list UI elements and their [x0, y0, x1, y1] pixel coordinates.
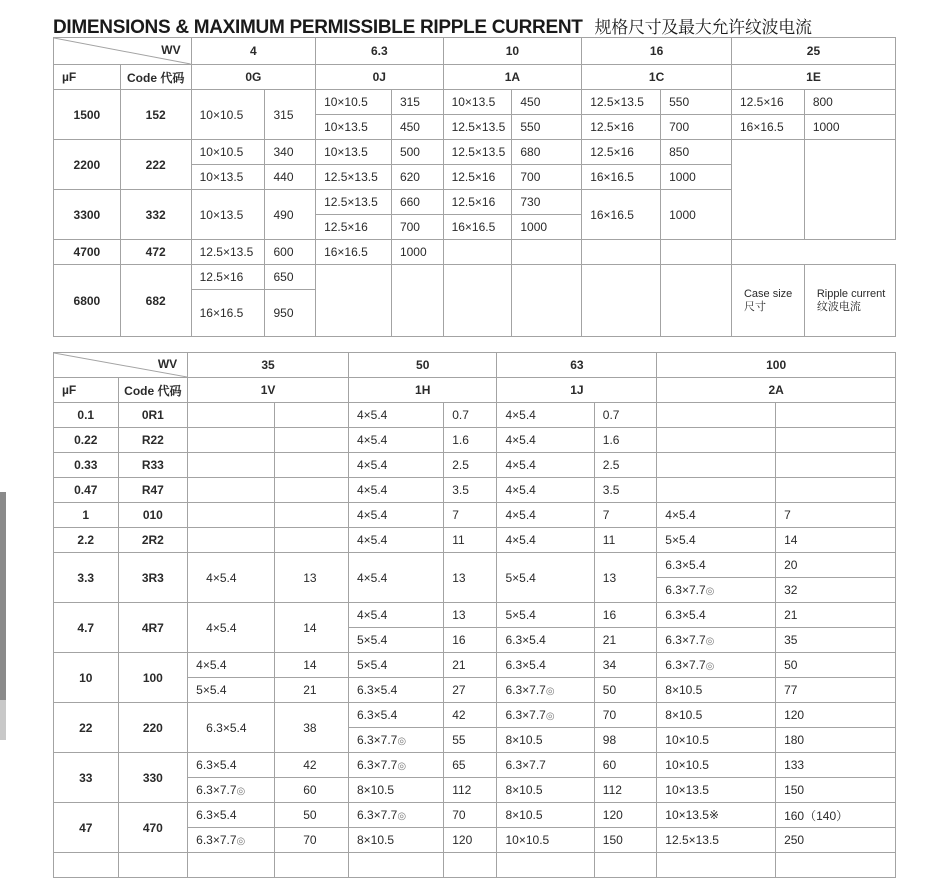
case-size-cell: 8×10.5 — [497, 778, 594, 803]
case-size-cell: 6.3×7.7◎ — [497, 678, 594, 703]
ripple-current-cell — [275, 428, 349, 453]
case-size-cell: 8×10.5 — [657, 703, 776, 728]
case-size-cell — [188, 403, 275, 428]
ripple-current-cell: 34 — [594, 653, 656, 678]
voltage-header: 63 — [497, 353, 657, 378]
case-size-cell: 5×5.4 — [657, 528, 776, 553]
table-row — [54, 478, 896, 503]
ripple-current-cell: 650 — [265, 265, 316, 290]
code-cell: 332 — [120, 190, 191, 240]
ripple-current-cell — [275, 403, 349, 428]
ripple-current-cell — [776, 403, 896, 428]
case-size-cell: 16×16.5 — [731, 115, 804, 140]
capacitance-cell: 2.2 — [54, 528, 119, 553]
table-row — [54, 803, 896, 828]
ripple-current-cell: 850 — [661, 140, 732, 165]
case-size-cell — [657, 453, 776, 478]
ripple-current-cell: 70 — [275, 828, 349, 853]
case-size-cell: 12.5×13.5 — [443, 115, 512, 140]
ripple-current-cell: 3.5 — [594, 478, 656, 503]
case-size-cell: 16×16.5 — [582, 190, 661, 240]
empty-cell — [444, 853, 497, 878]
capacitance-cell: 3.3 — [54, 553, 119, 603]
capacitance-cell: 22 — [54, 703, 119, 753]
voltage-code-header: 0G — [191, 65, 315, 90]
empty-cell — [188, 853, 275, 878]
ripple-current-cell: 120 — [444, 828, 497, 853]
case-size-cell: 10×13.5 — [316, 115, 392, 140]
case-size-cell: 12.5×13.5 — [316, 190, 392, 215]
capacitance-cell: 4700 — [54, 240, 121, 265]
case-size-cell: 6.3×5.4 — [657, 553, 776, 578]
case-size-cell: 6.3×7.7◎ — [188, 828, 275, 853]
case-size-cell: 8×10.5 — [657, 678, 776, 703]
case-size-cell: 4×5.4 — [348, 428, 443, 453]
wv-label: WV — [157, 357, 178, 371]
voltage-code-header: 1H — [348, 378, 497, 403]
uf-header: µF — [54, 65, 121, 90]
ripple-current-cell: 70 — [444, 803, 497, 828]
case-size-cell: 4×5.4 — [497, 428, 594, 453]
ripple-current-cell: 680 — [512, 140, 582, 165]
capacitance-cell: 4.7 — [54, 603, 119, 653]
case-size-cell: 12.5×16 — [191, 265, 265, 290]
voltage-code-header: 0J — [316, 65, 444, 90]
case-size-cell: 6.3×7.7 — [497, 753, 594, 778]
case-size-cell: 6.3×5.4 — [348, 678, 443, 703]
code-cell: R22 — [118, 428, 188, 453]
code-cell: R33 — [118, 453, 188, 478]
ripple-current-cell — [776, 478, 896, 503]
side-marker-light — [0, 700, 6, 740]
empty-cell — [316, 265, 392, 337]
ripple-current-cell: 1000 — [804, 115, 895, 140]
ripple-current-cell: 1.6 — [444, 428, 497, 453]
ripple-current-cell: 120 — [594, 803, 656, 828]
case-size-cell: 16×16.5 — [316, 240, 392, 265]
case-size-cell: 10×10.5 — [316, 90, 392, 115]
ripple-current-cell: 50 — [776, 653, 896, 678]
empty-cell — [594, 853, 656, 878]
capacitance-cell: 2200 — [54, 140, 121, 190]
ripple-current-cell: 70 — [594, 703, 656, 728]
code-cell: 010 — [118, 503, 188, 528]
table-row — [54, 753, 896, 778]
ripple-current-cell: 60 — [275, 778, 349, 803]
ripple-current-cell: 20 — [776, 553, 896, 578]
ripple-current-cell: 700 — [391, 215, 443, 240]
ripple-current-cell: 120 — [776, 703, 896, 728]
table-row — [54, 603, 896, 628]
voltage-code-header: 1A — [443, 65, 582, 90]
empty-cell — [443, 265, 512, 337]
ripple-current-cell: 315 — [391, 90, 443, 115]
case-size-cell: 5×5.4 — [188, 678, 275, 703]
ripple-current-cell — [275, 528, 349, 553]
ripple-current-cell: 250 — [776, 828, 896, 853]
ripple-current-cell: 98 — [594, 728, 656, 753]
ripple-current-cell: 32 — [776, 578, 896, 603]
ripple-current-cell: 490 — [265, 190, 316, 240]
case-size-cell: 6.3×7.7◎ — [657, 628, 776, 653]
title-chinese: 规格尺寸及最大允许纹波电流 — [594, 18, 812, 38]
ripple-current-cell: 16 — [444, 628, 497, 653]
table-row — [54, 403, 896, 428]
ripple-current-cell: 38 — [275, 703, 349, 753]
code-cell: 472 — [120, 240, 191, 265]
case-size-cell — [188, 503, 275, 528]
empty-cell — [776, 853, 896, 878]
table-row-partial — [54, 853, 896, 878]
ripple-current-cell: 13 — [444, 553, 497, 603]
case-size-cell: 6.3×5.4 — [497, 653, 594, 678]
case-size-cell: 4×5.4 — [348, 528, 443, 553]
case-size-cell: 10×13.5※ — [657, 803, 776, 828]
table-row — [54, 653, 896, 678]
legend-ripple-current: Ripple current 纹波电流 — [804, 265, 895, 337]
voltage-header: 100 — [657, 353, 896, 378]
ripple-current-cell: 50 — [275, 803, 349, 828]
ripple-current-cell: 112 — [594, 778, 656, 803]
ripple-current-cell: 21 — [594, 628, 656, 653]
case-size-cell: 4×5.4 — [497, 503, 594, 528]
ripple-current-cell — [275, 503, 349, 528]
case-size-cell: 5×5.4 — [497, 553, 594, 603]
code-cell: 100 — [118, 653, 188, 703]
case-size-cell: 10×10.5 — [497, 828, 594, 853]
case-size-cell: 10×13.5 — [657, 778, 776, 803]
table-row — [54, 265, 896, 290]
wv-label: WV — [161, 43, 181, 57]
capacitance-cell: 0.22 — [54, 428, 119, 453]
title-english: DIMENSIONS & MAXIMUM PERMISSIBLE RIPPLE CURRENT — [53, 17, 583, 38]
legend-case-size: Case size 尺寸 — [731, 265, 804, 337]
case-size-cell: 5×5.4 — [348, 628, 443, 653]
voltage-code-header: 1C — [582, 65, 732, 90]
ripple-current-cell: 800 — [804, 90, 895, 115]
case-size-cell: 12.5×13.5 — [443, 140, 512, 165]
ripple-current-cell: 11 — [444, 528, 497, 553]
case-size-cell: 8×10.5 — [348, 778, 443, 803]
case-size-cell: 10×10.5 — [657, 728, 776, 753]
empty-cell — [348, 853, 443, 878]
capacitance-cell: 1500 — [54, 90, 121, 140]
header-row-code — [54, 65, 896, 90]
table-row — [54, 428, 896, 453]
case-size-cell: 6.3×7.7◎ — [657, 578, 776, 603]
ripple-current-cell: 0.7 — [594, 403, 656, 428]
code-cell: 330 — [118, 753, 188, 803]
voltage-header: 16 — [582, 38, 732, 65]
case-size-cell: 10×10.5 — [657, 753, 776, 778]
case-size-cell: 6.3×5.4 — [188, 753, 275, 778]
case-size-cell: 8×10.5 — [348, 828, 443, 853]
code-header: Code 代码 — [118, 378, 188, 403]
case-size-cell — [657, 478, 776, 503]
case-size-cell: 6.3×7.7◎ — [497, 703, 594, 728]
capacitance-cell: 0.1 — [54, 403, 119, 428]
code-cell: 152 — [120, 90, 191, 140]
capacitance-cell: 0.33 — [54, 453, 119, 478]
code-cell: 0R1 — [118, 403, 188, 428]
ripple-current-cell: 550 — [512, 115, 582, 140]
case-size-cell: 12.5×16 — [582, 115, 661, 140]
case-size-cell: 12.5×16 — [731, 90, 804, 115]
case-size-cell: 4×5.4 — [348, 553, 443, 603]
ripple-current-cell: 7 — [776, 503, 896, 528]
ripple-current-cell: 42 — [275, 753, 349, 778]
capacitance-cell: 1 — [54, 503, 119, 528]
voltage-code-header: 1J — [497, 378, 657, 403]
ripple-current-cell: 7 — [444, 503, 497, 528]
ripple-current-cell: 14 — [275, 653, 349, 678]
ripple-current-cell: 13 — [444, 603, 497, 628]
ripple-current-cell: 35 — [776, 628, 896, 653]
case-size-cell: 12.5×16 — [316, 215, 392, 240]
capacitance-cell: 3300 — [54, 190, 121, 240]
empty-cell — [497, 853, 594, 878]
code-cell: 682 — [120, 265, 191, 337]
capacitance-cell: 47 — [54, 803, 119, 853]
header-diagonal-cell — [54, 353, 188, 378]
table-row — [54, 553, 896, 578]
ripple-current-cell: 950 — [265, 290, 316, 337]
case-size-cell: 10×13.5 — [191, 190, 265, 240]
ripple-current-cell: 450 — [512, 90, 582, 115]
table-row — [54, 503, 896, 528]
ripple-current-cell: 133 — [776, 753, 896, 778]
header-row-wv — [54, 353, 896, 378]
case-size-cell: 10×13.5 — [316, 140, 392, 165]
case-size-cell: 4×5.4 — [497, 528, 594, 553]
ripple-current-cell: 660 — [391, 190, 443, 215]
ripple-current-cell — [275, 478, 349, 503]
case-size-cell — [188, 428, 275, 453]
ripple-current-cell: 3.5 — [444, 478, 497, 503]
empty-cell — [582, 240, 661, 265]
ripple-current-cell: 27 — [444, 678, 497, 703]
ripple-current-cell: 440 — [265, 165, 316, 190]
ripple-current-cell: 42 — [444, 703, 497, 728]
ripple-current-cell: 13 — [275, 553, 349, 603]
table-row — [54, 140, 896, 165]
ripple-current-cell: 7 — [594, 503, 656, 528]
page-title — [53, 13, 812, 39]
case-size-cell — [188, 478, 275, 503]
ripple-current-cell: 600 — [265, 240, 316, 265]
capacitance-cell: 10 — [54, 653, 119, 703]
voltage-header: 50 — [348, 353, 497, 378]
table-row — [54, 453, 896, 478]
ripple-current-cell: 550 — [661, 90, 732, 115]
case-size-cell: 4×5.4 — [188, 603, 275, 653]
case-size-cell: 6.3×5.4 — [188, 803, 275, 828]
table-row — [54, 703, 896, 728]
ripple-current-cell: 13 — [594, 553, 656, 603]
case-size-cell: 12.5×13.5 — [657, 828, 776, 853]
spec-table-low-voltage — [53, 37, 896, 337]
ripple-current-cell: 60 — [594, 753, 656, 778]
case-size-cell: 4×5.4 — [657, 503, 776, 528]
ripple-current-cell: 450 — [391, 115, 443, 140]
ripple-current-cell: 160（140） — [776, 803, 896, 828]
empty-cell — [804, 140, 895, 240]
ripple-current-cell: 21 — [776, 603, 896, 628]
case-size-cell — [188, 453, 275, 478]
table-row — [54, 240, 896, 265]
ripple-current-cell: 21 — [275, 678, 349, 703]
spec-table-high-voltage — [53, 352, 896, 878]
ripple-current-cell: 1000 — [661, 190, 732, 240]
case-size-cell: 10×13.5 — [443, 90, 512, 115]
case-size-cell: 16×16.5 — [191, 290, 265, 337]
code-cell: 220 — [118, 703, 188, 753]
case-size-cell: 8×10.5 — [497, 728, 594, 753]
empty-cell — [661, 240, 732, 265]
empty-cell — [582, 265, 661, 337]
voltage-header: 10 — [443, 38, 582, 65]
ripple-current-cell: 700 — [661, 115, 732, 140]
header-row-wv — [54, 38, 896, 65]
ripple-current-cell: 112 — [444, 778, 497, 803]
case-size-cell — [657, 403, 776, 428]
case-size-cell: 6.3×7.7◎ — [188, 778, 275, 803]
code-cell: 222 — [120, 140, 191, 190]
code-header: Code 代码 — [120, 65, 191, 90]
empty-cell — [731, 140, 804, 240]
ripple-current-cell: 1.6 — [594, 428, 656, 453]
case-size-cell: 16×16.5 — [443, 215, 512, 240]
empty-cell — [661, 265, 732, 337]
code-cell: 4R7 — [118, 603, 188, 653]
ripple-current-cell: 150 — [776, 778, 896, 803]
uf-header: µF — [54, 378, 119, 403]
case-size-cell: 16×16.5 — [582, 165, 661, 190]
capacitance-cell: 0.47 — [54, 478, 119, 503]
ripple-current-cell: 77 — [776, 678, 896, 703]
ripple-current-cell: 0.7 — [444, 403, 497, 428]
voltage-code-header: 1V — [188, 378, 349, 403]
empty-cell — [391, 265, 443, 337]
case-size-cell — [657, 428, 776, 453]
voltage-header: 35 — [188, 353, 349, 378]
empty-cell — [443, 240, 512, 265]
case-size-cell: 4×5.4 — [348, 403, 443, 428]
case-size-cell: 4×5.4 — [188, 553, 275, 603]
empty-cell — [54, 853, 119, 878]
case-size-cell: 12.5×13.5 — [191, 240, 265, 265]
case-size-cell: 12.5×13.5 — [582, 90, 661, 115]
case-size-cell: 10×10.5 — [191, 140, 265, 165]
case-size-cell: 4×5.4 — [348, 603, 443, 628]
case-size-cell: 6.3×5.4 — [348, 703, 443, 728]
case-size-cell: 5×5.4 — [348, 653, 443, 678]
empty-cell — [657, 853, 776, 878]
ripple-current-cell: 2.5 — [594, 453, 656, 478]
ripple-current-cell: 315 — [265, 90, 316, 140]
ripple-current-cell: 1000 — [391, 240, 443, 265]
case-size-cell: 6.3×7.7◎ — [348, 728, 443, 753]
header-diagonal-cell — [54, 38, 192, 65]
code-cell: 3R3 — [118, 553, 188, 603]
case-size-cell: 4×5.4 — [188, 653, 275, 678]
ripple-current-cell: 1000 — [512, 215, 582, 240]
case-size-cell — [188, 528, 275, 553]
ripple-current-cell: 340 — [265, 140, 316, 165]
case-size-cell: 4×5.4 — [497, 403, 594, 428]
ripple-current-cell: 730 — [512, 190, 582, 215]
table-row — [54, 528, 896, 553]
code-cell: R47 — [118, 478, 188, 503]
ripple-current-cell: 65 — [444, 753, 497, 778]
case-size-cell: 6.3×5.4 — [657, 603, 776, 628]
ripple-current-cell: 16 — [594, 603, 656, 628]
table-row — [54, 90, 896, 115]
case-size-cell: 10×13.5 — [191, 165, 265, 190]
case-size-cell: 12.5×16 — [443, 165, 512, 190]
case-size-cell: 8×10.5 — [497, 803, 594, 828]
case-size-cell: 5×5.4 — [497, 603, 594, 628]
ripple-current-cell: 2.5 — [444, 453, 497, 478]
ripple-current-cell — [275, 453, 349, 478]
case-size-cell: 4×5.4 — [497, 478, 594, 503]
code-cell: 2R2 — [118, 528, 188, 553]
case-size-cell: 10×10.5 — [191, 90, 265, 140]
case-size-cell: 12.5×16 — [582, 140, 661, 165]
ripple-current-cell: 50 — [594, 678, 656, 703]
case-size-cell: 4×5.4 — [497, 453, 594, 478]
case-size-cell: 6.3×5.4 — [497, 628, 594, 653]
empty-cell — [275, 853, 349, 878]
capacitance-cell: 33 — [54, 753, 119, 803]
ripple-current-cell: 21 — [444, 653, 497, 678]
voltage-code-header: 1E — [731, 65, 895, 90]
voltage-header: 25 — [731, 38, 895, 65]
voltage-header: 6.3 — [316, 38, 444, 65]
ripple-current-cell: 1000 — [661, 165, 732, 190]
case-size-cell: 4×5.4 — [348, 453, 443, 478]
ripple-current-cell: 700 — [512, 165, 582, 190]
capacitance-cell: 6800 — [54, 265, 121, 337]
ripple-current-cell: 150 — [594, 828, 656, 853]
ripple-current-cell: 14 — [776, 528, 896, 553]
empty-cell — [512, 240, 582, 265]
ripple-current-cell: 500 — [391, 140, 443, 165]
ripple-current-cell — [776, 428, 896, 453]
voltage-code-header: 2A — [657, 378, 896, 403]
ripple-current-cell — [776, 453, 896, 478]
case-size-cell: 4×5.4 — [348, 503, 443, 528]
header-row-code — [54, 378, 896, 403]
case-size-cell: 12.5×13.5 — [316, 165, 392, 190]
code-cell: 470 — [118, 803, 188, 853]
case-size-cell: 6.3×7.7◎ — [348, 753, 443, 778]
empty-cell — [118, 853, 188, 878]
case-size-cell: 6.3×7.7◎ — [348, 803, 443, 828]
ripple-current-cell: 180 — [776, 728, 896, 753]
ripple-current-cell: 55 — [444, 728, 497, 753]
ripple-current-cell: 11 — [594, 528, 656, 553]
ripple-current-cell: 14 — [275, 603, 349, 653]
case-size-cell: 4×5.4 — [348, 478, 443, 503]
case-size-cell: 6.3×7.7◎ — [657, 653, 776, 678]
case-size-cell: 6.3×5.4 — [188, 703, 275, 753]
voltage-header: 4 — [191, 38, 315, 65]
ripple-current-cell: 620 — [391, 165, 443, 190]
case-size-cell: 12.5×16 — [443, 190, 512, 215]
empty-cell — [512, 265, 582, 337]
